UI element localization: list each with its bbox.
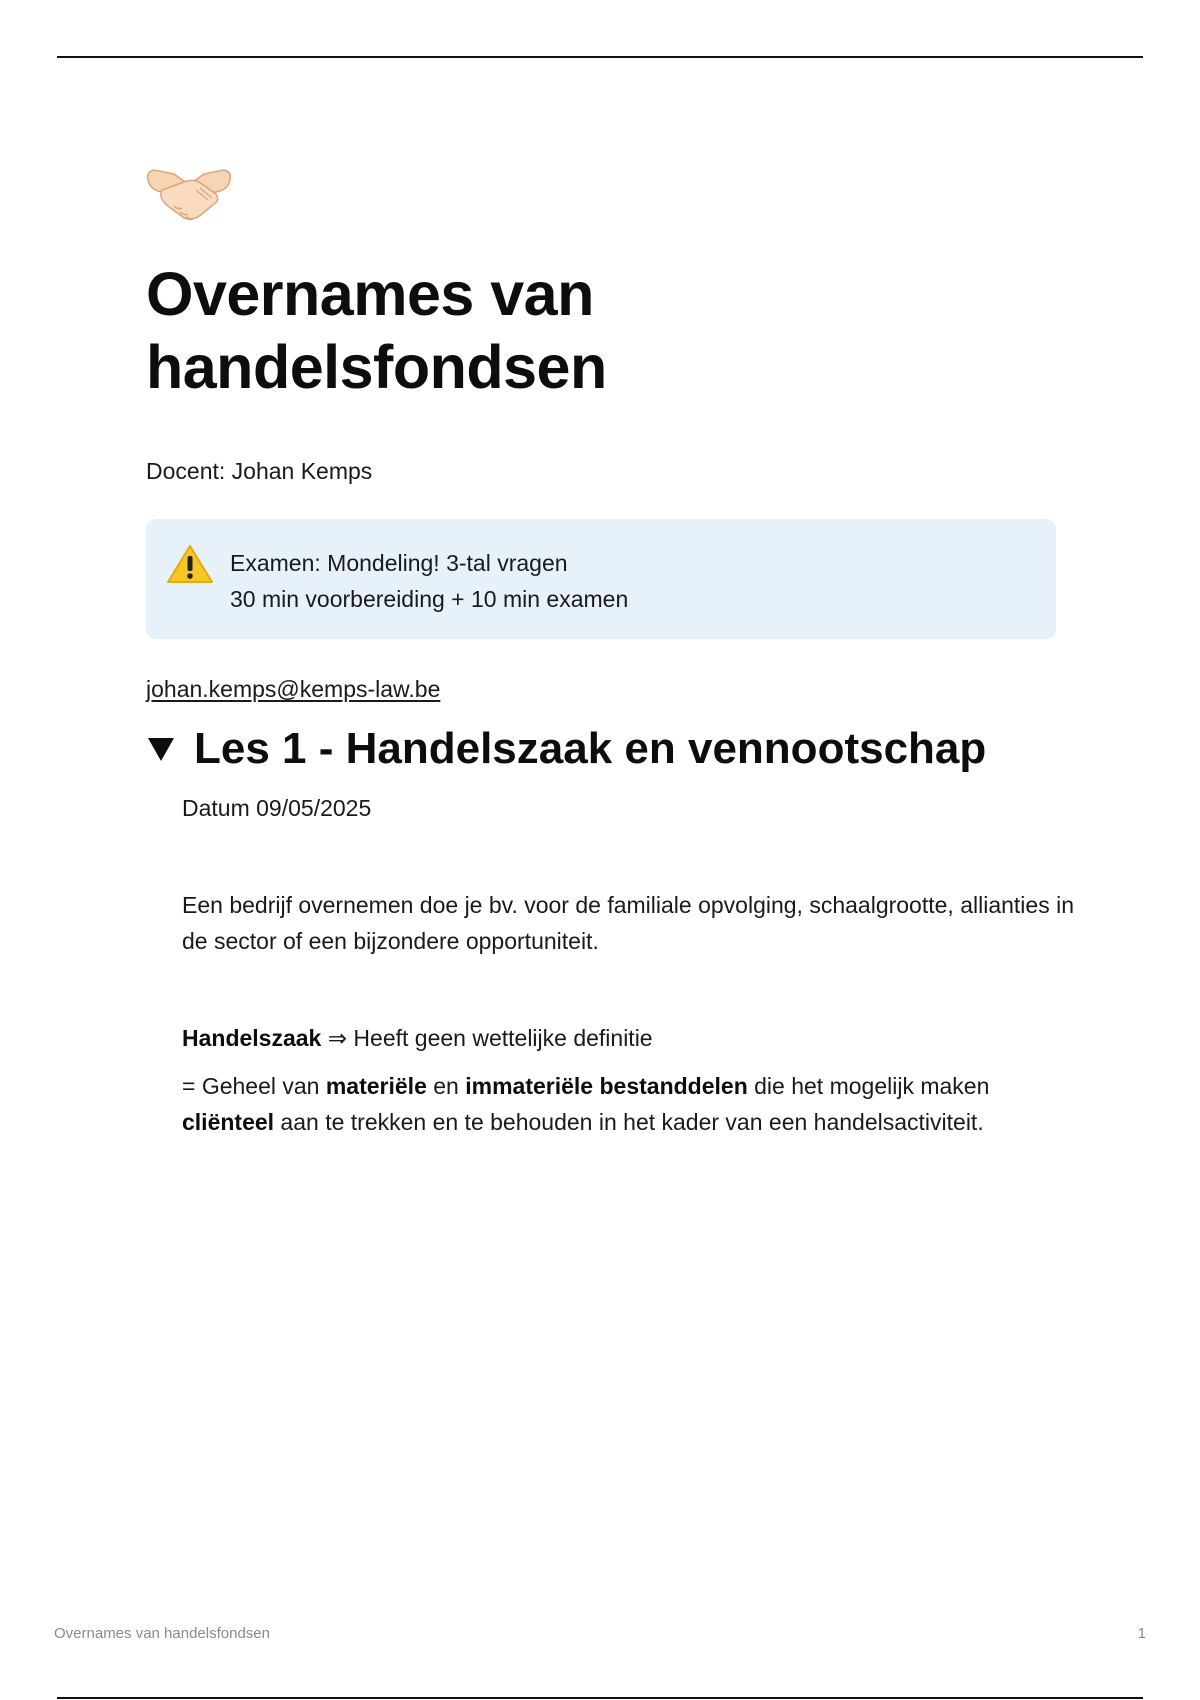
warning-icon <box>166 543 214 585</box>
paragraph-handelszaak <box>182 1020 1082 1056</box>
implies-arrow: ⇒ <box>321 1025 354 1051</box>
bottom-rule <box>57 1697 1143 1699</box>
footer-title: Overnames van handelsfondsen <box>54 1625 270 1642</box>
toggle-header[interactable] <box>146 720 1106 778</box>
paragraph-definition <box>182 1068 1082 1140</box>
callout-line-1: Examen: Mondeling! 3-tal vragen <box>230 550 568 576</box>
definition-bold: materiële <box>325 1073 427 1099</box>
page-title: Overnames van handelsfondsen <box>146 260 607 401</box>
definition-bold: cliënteel <box>182 1109 275 1135</box>
handshake-icon <box>144 160 234 230</box>
section-heading: Les 1 - Handelszaak en vennootschap <box>194 724 987 773</box>
datum-line: Datum 09/05/2025 <box>182 795 372 821</box>
handelszaak-note: Heeft geen wettelijke definitie <box>353 1025 653 1051</box>
paragraph-intro: Een bedrijf overnemen doe je bv. voor de familiale opvolging, schaalgrootte, allianties in de sector of een bijzondere opportuniteit. <box>182 892 1074 954</box>
definition-text: die het mogelijk maken <box>747 1073 990 1099</box>
exam-callout <box>146 519 1056 639</box>
top-rule <box>57 56 1143 58</box>
footer-page-number: 1 <box>1137 1625 1146 1642</box>
email-link[interactable]: johan.kemps@kemps-law.be <box>146 676 441 702</box>
section-body <box>182 790 1082 1140</box>
definition-text: aan te trekken en te behouden in het kader van een handelsactiviteit. <box>274 1109 984 1135</box>
docent-line: Docent: Johan Kemps <box>146 458 373 484</box>
term-handelszaak: Handelszaak <box>182 1025 322 1051</box>
definition-text: en <box>426 1073 466 1099</box>
triangle-down-icon[interactable] <box>146 735 176 763</box>
definition-bold: immateriële bestanddelen <box>465 1073 748 1099</box>
callout-line-2: 30 min voorbereiding + 10 min examen <box>230 586 629 612</box>
toggle-section-les-1 <box>146 720 1106 1135</box>
definition-text: = Geheel van <box>182 1073 326 1099</box>
